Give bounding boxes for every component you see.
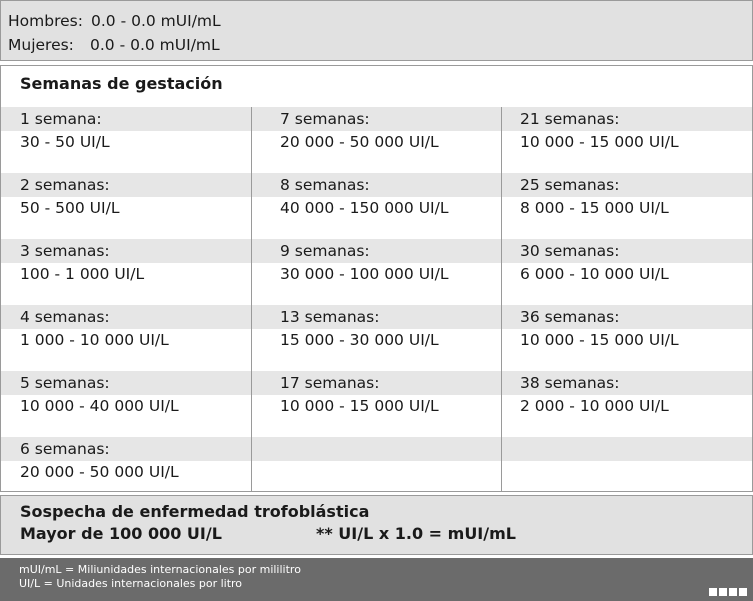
gestation-range-value: 40 000 - 150 000 UI/L — [280, 199, 449, 217]
gestation-range-value: 6 000 - 10 000 UI/L — [520, 265, 669, 283]
gestation-week-label: 9 semanas: — [280, 242, 370, 260]
men-reference-row — [8, 9, 752, 33]
gestation-range-value: 2 000 - 10 000 UI/L — [520, 397, 669, 415]
gestation-range-value: 30 - 50 UI/L — [20, 133, 110, 151]
gestation-cell — [520, 371, 753, 419]
gestation-range-value: 8 000 - 15 000 UI/L — [520, 199, 669, 217]
gestation-grid — [1, 107, 752, 491]
gestation-cell — [280, 239, 520, 287]
decorative-squares-icon — [709, 588, 747, 596]
gestation-week-label: 36 semanas: — [520, 308, 620, 326]
gestation-week-label: 4 semanas: — [20, 308, 110, 326]
column-divider — [251, 107, 252, 491]
women-label: Mujeres: — [8, 36, 74, 54]
gestation-range-value: 30 000 - 100 000 UI/L — [280, 265, 449, 283]
gestation-week-label: 21 semanas: — [520, 110, 620, 128]
gestation-week-label: 17 semanas: — [280, 374, 380, 392]
gestation-week-label: 5 semanas: — [20, 374, 110, 392]
gestation-week-label: 3 semanas: — [20, 242, 110, 260]
gestation-cell — [280, 107, 520, 155]
gestation-cell — [520, 107, 753, 155]
men-label: Hombres: — [8, 12, 83, 30]
gestation-cell — [20, 371, 260, 419]
column-divider — [501, 107, 502, 491]
gestation-week-label: 7 semanas: — [280, 110, 370, 128]
trophoblastic-value: Mayor de 100 000 UI/L — [20, 524, 222, 543]
men-value: 0.0 - 0.0 mUI/mL — [91, 12, 221, 30]
footer-legend-line: UI/L = Unidades internacionales por litro — [19, 577, 243, 590]
gestation-range-value: 20 000 - 50 000 UI/L — [20, 463, 179, 481]
gestation-cell — [280, 173, 520, 221]
gestation-range-value: 1 000 - 10 000 UI/L — [20, 331, 169, 349]
women-reference-row — [8, 33, 752, 57]
gestation-cell — [280, 305, 520, 353]
reference-values-panel — [0, 0, 753, 61]
gestation-cell — [520, 173, 753, 221]
gestation-cell — [20, 239, 260, 287]
gestation-cell — [20, 305, 260, 353]
gestation-cell — [280, 371, 520, 419]
gestation-range-value: 20 000 - 50 000 UI/L — [280, 133, 439, 151]
gestation-week-label: 38 semanas: — [520, 374, 620, 392]
gestation-week-label: 8 semanas: — [280, 176, 370, 194]
trophoblastic-title: Sospecha de enfermedad trofoblástica — [20, 502, 370, 521]
gestation-week-label: 6 semanas: — [20, 440, 110, 458]
gestation-range-value: 100 - 1 000 UI/L — [20, 265, 145, 283]
women-value: 0.0 - 0.0 mUI/mL — [90, 36, 220, 54]
footer-legend — [0, 558, 753, 601]
unit-conversion: ** UI/L x 1.0 = mUI/mL — [316, 524, 516, 543]
gestation-table — [0, 65, 753, 492]
gestation-week-label: 1 semana: — [20, 110, 102, 128]
gestation-cell — [20, 173, 260, 221]
gestation-week-label: 25 semanas: — [520, 176, 620, 194]
footer-legend-line: mUI/mL = Miliunidades internacionales por mililitro — [19, 563, 301, 576]
gestation-range-value: 10 000 - 15 000 UI/L — [520, 331, 679, 349]
gestation-cell — [520, 239, 753, 287]
gestation-week-label: 30 semanas: — [520, 242, 620, 260]
gestation-week-label: 13 semanas: — [280, 308, 380, 326]
trophoblastic-panel — [0, 495, 753, 555]
gestation-title: Semanas de gestación — [20, 74, 223, 93]
gestation-cell — [520, 305, 753, 353]
gestation-week-label: 2 semanas: — [20, 176, 110, 194]
gestation-range-value: 10 000 - 15 000 UI/L — [280, 397, 439, 415]
gestation-cell — [20, 437, 260, 485]
gestation-range-value: 15 000 - 30 000 UI/L — [280, 331, 439, 349]
gestation-range-value: 10 000 - 15 000 UI/L — [520, 133, 679, 151]
gestation-range-value: 10 000 - 40 000 UI/L — [20, 397, 179, 415]
gestation-range-value: 50 - 500 UI/L — [20, 199, 120, 217]
gestation-cell — [20, 107, 260, 155]
